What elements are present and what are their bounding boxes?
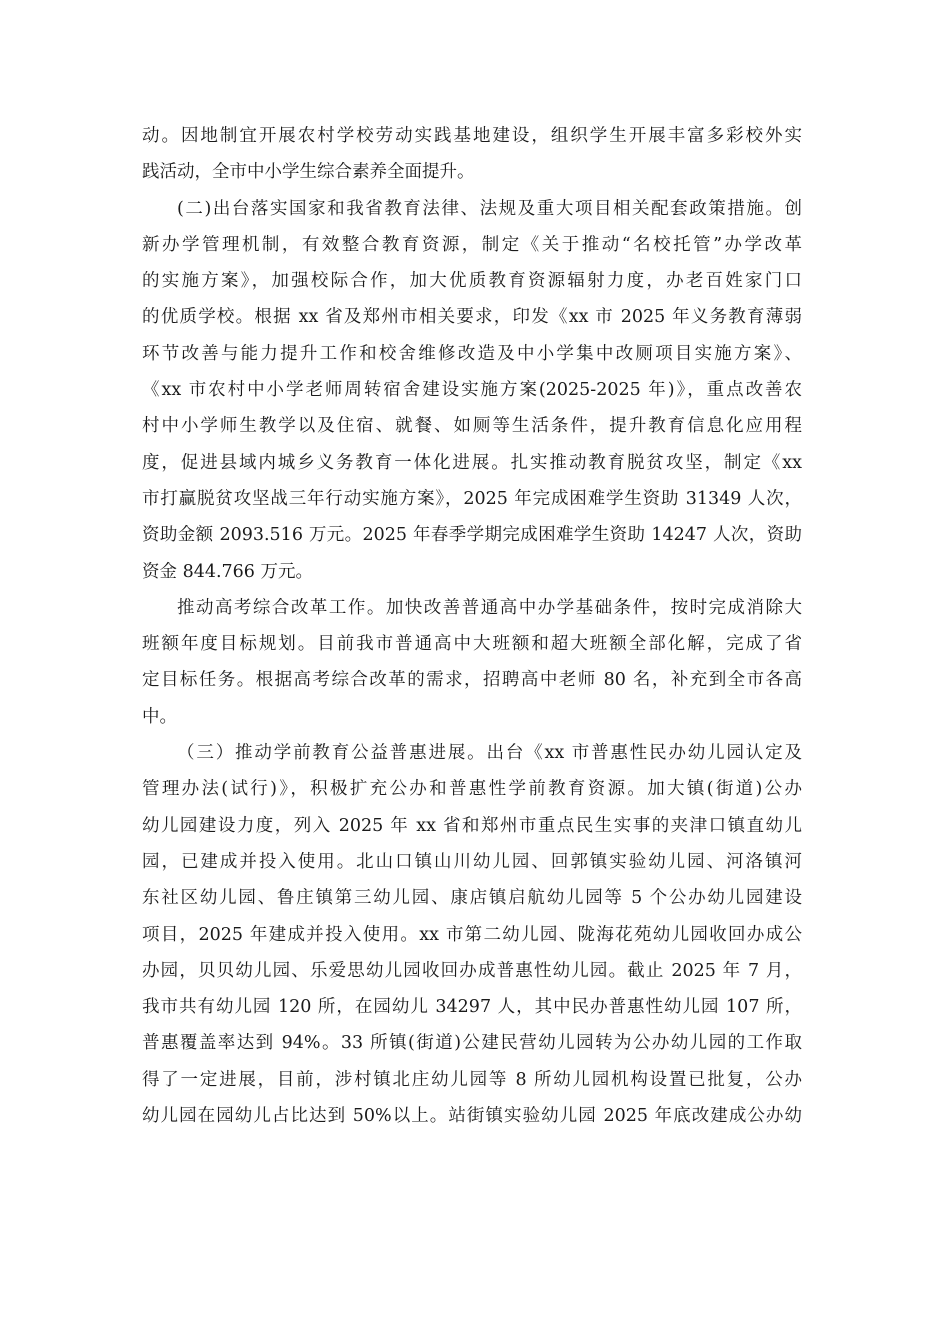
text-line: 我市共有幼儿园 120 所，在园幼儿 34297 人，其中民办普惠性幼儿园 107 所， bbox=[142, 997, 802, 1018]
paragraph-first-line: 推动高考综合改革工作。加快改善普通高中办学基础条件，按时完成消除大 bbox=[177, 597, 802, 618]
text-line: 践活动，全市中小学生综合素养全面提升。 bbox=[142, 162, 475, 183]
text-line: 办园，贝贝幼儿园、乐爱思幼儿园收回办成普惠性幼儿园。截止 2025 年 7 月， bbox=[142, 960, 802, 981]
text-line: 《xx 市农村中小学老师周转宿舍建设实施方案(2025-2025 年)》，重点改善农 bbox=[142, 380, 802, 401]
text-line: 普惠覆盖率达到 94%。33 所镇(街道)公建民营幼儿园转为公办幼儿园的工作取 bbox=[142, 1033, 802, 1054]
text-line: 东社区幼儿园、鲁庄镇第三幼儿园、康店镇启航幼儿园等 5 个公办幼儿园建设 bbox=[142, 888, 802, 909]
text-line: 得了一定进展，目前，涉村镇北庄幼儿园等 8 所幼儿园机构设置已批复，公办 bbox=[142, 1069, 802, 1090]
text-line: 度，促进县域内城乡义务教育一体化进展。扎实推动教育脱贫攻坚，制定《xx bbox=[142, 452, 802, 473]
text-line: 资助金额 2093.516 万元。2025 年春季学期完成困难学生资助 14247 人次，资助 bbox=[142, 525, 802, 546]
section-two-heading-line: (二)出台落实国家和我省教育法律、法规及重大项目相关配套政策措施。创 bbox=[177, 198, 802, 219]
text-line: 新办学管理机制，有效整合教育资源，制定《关于推动“名校托管”办学改革 bbox=[142, 234, 802, 255]
text-line: 的优质学校。根据 xx 省及郑州市相关要求，印发《xx 市 2025 年义务教育薄弱 bbox=[142, 307, 802, 328]
text-line: 班额年度目标规划。目前我市普通高中大班额和超大班额全部化解，完成了省 bbox=[142, 634, 802, 655]
text-line: 资金 844.766 万元。 bbox=[142, 561, 313, 582]
text-line bbox=[142, 1134, 802, 1170]
section-three-heading-line: （三）推动学前教育公益普惠进展。出台《xx 市普惠性民办幼儿园认定及 bbox=[177, 743, 802, 764]
text-line: 项目，2025 年建成并投入使用。xx 市第二幼儿园、陇海花苑幼儿园收回办成公 bbox=[142, 924, 802, 945]
text-line: 环节改善与能力提升工作和校舍维修改造及中小学集中改厕项目实施方案》、 bbox=[142, 343, 802, 364]
text-line: 的实施方案》，加强校际合作，加大优质教育资源辐射力度，办老百姓家门口 bbox=[142, 271, 802, 292]
text-line: 定目标任务。根据高考综合改革的需求，招聘高中老师 80 名，补充到全市各高 bbox=[142, 670, 802, 691]
document-body bbox=[142, 118, 802, 1171]
text-line: 管理办法(试行)》，积极扩充公办和普惠性学前教育资源。加大镇(街道)公办 bbox=[142, 779, 802, 800]
text-line: 幼儿园在园幼儿占比达到 50%以上。站街镇实验幼儿园 2025 年底改建成公办幼 bbox=[142, 1106, 802, 1127]
text-line: 动。因地制宜开展农村学校劳动实践基地建设，组织学生开展丰富多彩校外实 bbox=[142, 126, 802, 146]
text-line: 园，已建成并投入使用。北山口镇山川幼儿园、回郭镇实验幼儿园、河洛镇河 bbox=[142, 851, 802, 872]
text-line: 中。 bbox=[142, 706, 177, 727]
text-line: 村中小学师生教学以及住宿、就餐、如厕等生活条件，提升教育信息化应用程 bbox=[142, 416, 802, 437]
text-line: 幼儿园建设力度，列入 2025 年 xx 省和郑州市重点民生实事的夹津口镇直幼儿 bbox=[142, 815, 802, 836]
text-line: 市打赢脱贫攻坚战三年行动实施方案》，2025 年完成困难学生资助 31349 人次， bbox=[142, 488, 802, 509]
